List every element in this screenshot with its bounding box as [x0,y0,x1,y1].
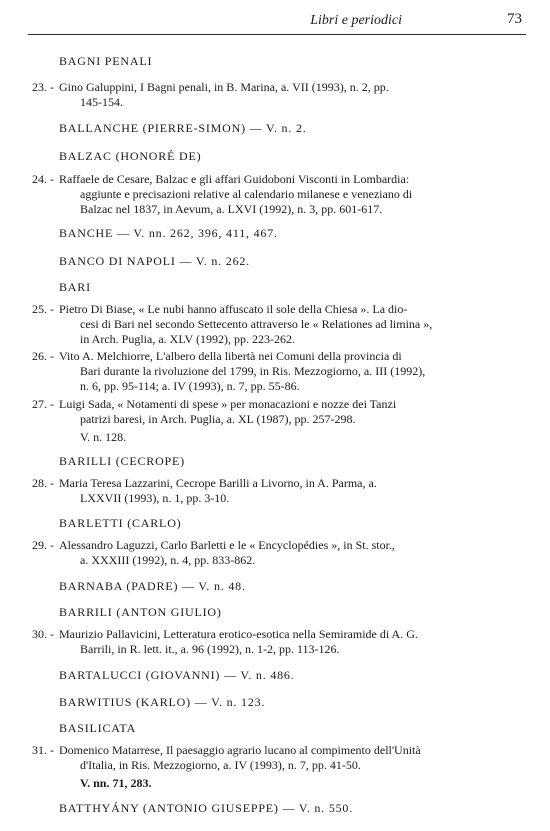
subject-heading: BARLETTI (CARLO) [59,516,182,530]
entry-line: Raffaele de Cesare, Balzac e gli affari Guidoboni Visconti in Lombardia: [59,172,410,186]
page-number: 73 [507,11,522,27]
subject-heading: BARRILI (ANTON GIULIO) [59,605,222,619]
entry-line: Domenico Matarrese, Il paesaggio agrario lucano al compimento dell'Unità [59,743,421,757]
entry-number: 30. - [32,627,54,641]
subject-heading: BALZAC (HONORÉ DE) [59,149,202,163]
entry-line: Vito A. Melchiorre, L'albero della libertà nei Comuni della provincia di [59,349,402,363]
entry-line: 145-154. [80,95,123,109]
subject-heading: BANCHE — V. nn. 262, 396, 411, 467. [59,226,278,240]
entry-line: Gino Galuppini, I Bagni penali, in B. Marina, a. VII (1993), n. 2, pp. [59,80,389,94]
entry-line: Barrili, in R. lett. it., a. 96 (1992), n. 1-2, pp. 113-126. [80,642,340,656]
subject-heading: BALLANCHE (PIERRE-SIMON) — V. n. 2. [59,121,307,135]
entry-line: in Arch. Puglia, a. XLV (1992), pp. 223-262. [80,332,295,346]
entry-line: LXXVII (1993), n. 1, pp. 3-10. [80,491,230,505]
cross-reference: V. nn. 71, 283. [80,776,152,790]
entry-line: a. XXXIII (1992), n. 4, pp. 833-862. [80,553,256,567]
entry-line: Luigi Sada, « Notamenti di spese » per monacazioni e nozze dei Tanzi [59,397,397,411]
entry-line: Balzac nel 1837, in Aevum, a. LXVI (1992), n. 3, pp. 601-617. [80,202,383,216]
subject-heading: BATTHYÁNY (ANTONIO GIUSEPPE) — V. n. 550. [59,801,354,815]
entry-line: Maria Teresa Lazzarini, Cecrope Barilli a Livorno, in A. Parma, a. [59,476,377,490]
running-title: Libri e periodici [310,13,402,28]
entry-line: Alessandro Laguzzi, Carlo Barletti e le « Encyclopédies », in St. stor., [59,538,395,552]
subject-heading: BARI [59,280,91,294]
entry-number: 29. - [32,538,54,552]
cross-reference: V. n. 128. [80,430,127,444]
entry-line: d'Italia, in Ris. Mezzogiorno, a. IV (1993), n. 7, pp. 41-50. [80,758,361,772]
entry-line: n. 6, pp. 95-114; a. IV (1993), n. 7, pp. 55-86. [80,379,300,393]
entry-number: 28. - [32,476,54,490]
subject-heading: BARWITIUS (KARLO) — V. n. 123. [59,695,266,709]
entry-number: 25. - [32,302,54,316]
subject-heading: BAGNI PENALI [59,54,153,68]
subject-heading: BASILICATA [59,721,137,735]
entry-line: cesi di Bari nel secondo Settecento attraverso le « Relationes ad limina », [80,317,433,331]
entry-number: 31. - [32,743,54,757]
subject-heading: BARNABA (PADRE) — V. n. 48. [59,579,246,593]
entry-line: Maurizio Pallavicini, Letteratura erotico-esotica nella Semiramide di A. G. [59,627,418,641]
entry-line: Pietro Di Biase, « Le nubi hanno affuscato il sole della Chiesa ». La dio- [59,302,408,316]
entry-number: 26. - [32,349,54,363]
subject-heading: BARILLI (CECROPE) [59,454,185,468]
entry-line: aggiunte e precisazioni relative al calendario milanese e veneziano di [80,187,413,201]
subject-heading: BANCO DI NAPOLI — V. n. 262. [59,254,250,268]
running-header [28,10,526,35]
entry-line: patrizi baresi, in Arch. Puglia, a. XL (1987), pp. 257-298. [80,412,356,426]
subject-heading: BARTALUCCI (GIOVANNI) — V. n. 486. [59,668,295,682]
entry-number: 23. - [32,80,54,94]
entry-number: 27. - [32,397,54,411]
entry-line: Bari durante la rivoluzione del 1799, in Ris. Mezzogiorno, a. III (1992), [80,364,426,378]
entry-number: 24. - [32,172,54,186]
